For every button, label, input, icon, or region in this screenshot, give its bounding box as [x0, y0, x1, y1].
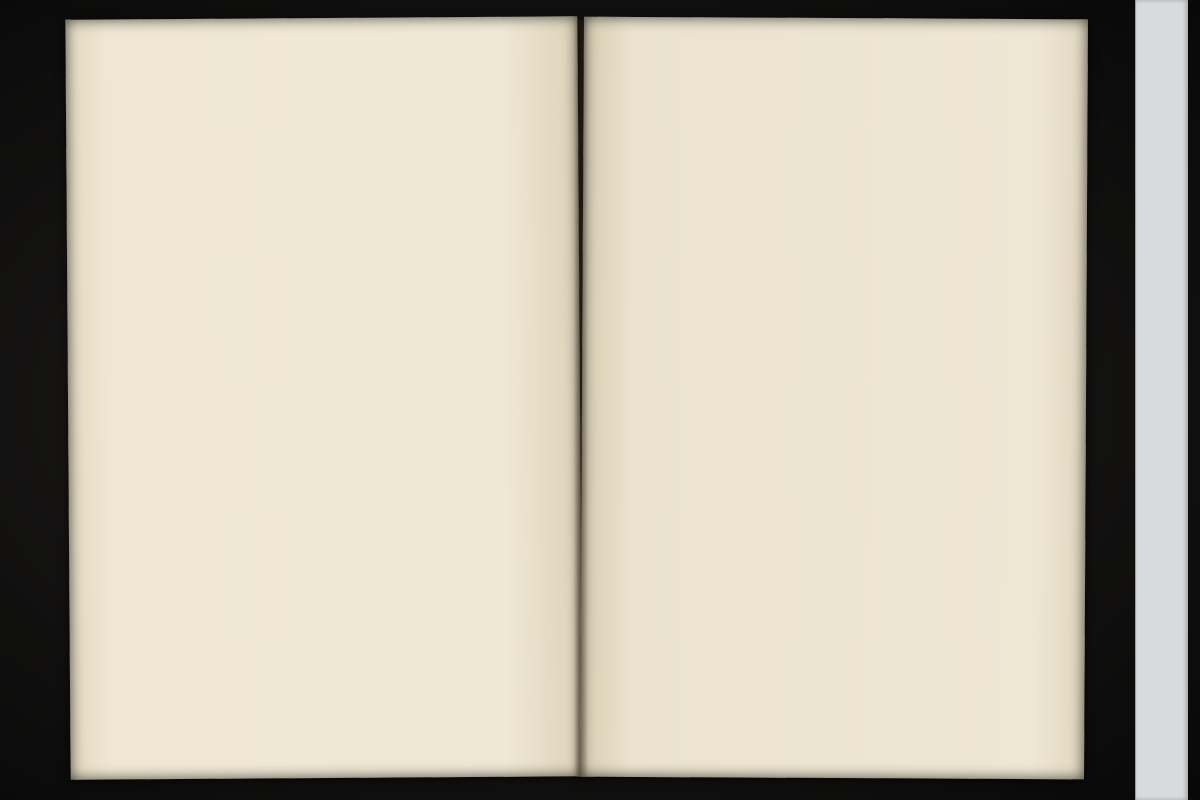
right-page-text: [612, 75, 1072, 77]
measuring-ruler: [1135, 0, 1188, 800]
right-page: [580, 17, 1088, 780]
left-page-text: [182, 76, 562, 79]
left-page: [65, 16, 582, 780]
book-gutter: [574, 20, 588, 776]
